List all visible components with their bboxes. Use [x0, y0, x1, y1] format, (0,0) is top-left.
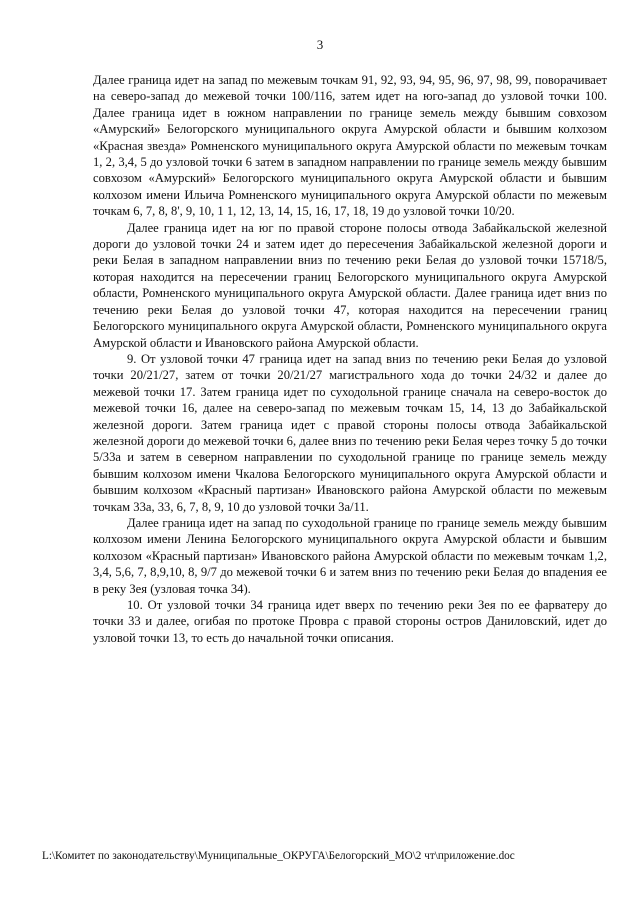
- paragraph-lenin-kolkhoz: Далее граница идет на запад по суходольной границе по границе земель между бывшим колхозом имени Ленина Белогорского муниципального округа Амурской области и бывшим колхозом «Красный партизан» Ивановского района Амурской области по межевым точкам 1,2, 3,4, 5,6, 7, 8,9,10, 8, 9/7 до межевой точки 6 и затем вниз по течению реки Белая до впадения ее в реку Зея (узловая точка 34).: [93, 515, 607, 596]
- paragraph-railway-belaya: Далее граница идет на юг по правой стороне полосы отвода Забайкальской железной дороги до узловой точки 24 и затем идет до пересечения Забайкальской железной дороги и реки Белая в западном направлении вниз по течению реки Белая до узловой точки 15718/5, которая находится на пересечении границ Белогорского муниципального округа Амурской области, Ромненского муниципального округа Амурской области. Далее граница идет вниз по течению реки Белая до узловой точки 47, которая находится на пересечении границ Белогорского муниципального округа Амурской области, Ромненского муниципального округа Амурской области и Ивановского района Амурской области.: [93, 220, 607, 350]
- paragraph-boundary-west-south: Далее граница идет на запад по межевым точкам 91, 92, 93, 94, 95, 96, 97, 98, 99, поворачивает на северо-запад до межевой точки 100/116, затем идет на юго-запад до узловой точки 100. Далее граница идет в южном направлении по границе земель между бывшим совхозом «Амурский» Белогорского муниципального округа Амурской области и бывшим колхозом «Красная звезда» Ромненского муниципального округа Амурской области по межевым точкам 1, 2, 3,4, 5 до узловой точки 6 затем в западном направлении по границе земель между бывшим совхозом «Амурский» Белогорского муниципального округа Амурской области и бывшим колхозом имени Ильича Ромненского муниципального округа Амурской области по межевым точкам 6, 7, 8, 8', 9, 10, 1 1, 12, 13, 14, 15, 16, 17, 18, 19 до узловой точки 10/20.: [93, 73, 607, 219]
- page-number: 3: [316, 37, 324, 52]
- document-body: [93, 72, 607, 646]
- paragraph-section-10: 10. От узловой точки 34 граница идет вверх по течению реки Зея по ее фарватеру до точки 33 и далее, огибая по протоке Провра с правой стороны остров Даниловский, идет до узловой точки 13, то есть до начальной точки описания.: [93, 598, 607, 645]
- paragraph-section-9: 9. От узловой точки 47 граница идет на запад вниз по течению реки Белая до узловой точки 20/21/27, затем от точки 20/21/27 магистрального хода до точки 24/32 и далее до межевой точки 17. Затем граница идет по суходольной границе сначала на северо-восток до межевой точки 16, далее на северо-запад по межевым точкам 15, 14, 13 до Забайкальской железной дороги. Затем граница идет с правой стороны полосы отвода Забайкальской железной дороги до межевой точки 6, далее вниз по течению реки Белая через точку 5 до точки 5/33а и затем в северном направлении по суходольной границе по границе земель между бывшим колхозом имени Чкалова Белогорского муниципального округа Амурской области и бывшим колхозом «Красный партизан» Ивановского района Амурской области по межевым точкам 33а, 33, 6, 7, 8, 9, 10 до узловой точки 3а/11.: [93, 351, 607, 514]
- footer-file-path: L:\Комитет по законодательству\Муниципальные_ОКРУГА\Белогорский_МО\2 чт\приложение.doc: [42, 850, 515, 862]
